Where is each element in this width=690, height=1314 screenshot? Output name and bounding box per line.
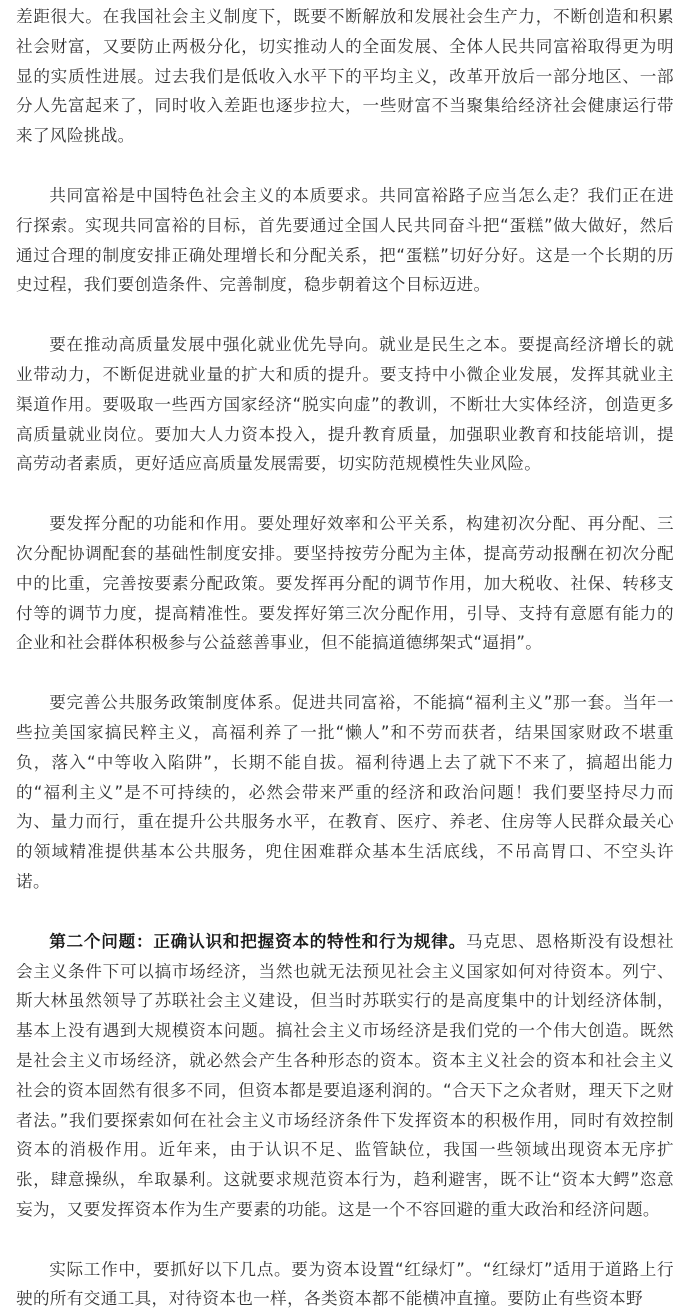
paragraph-4: 要发挥分配的功能和作用。要处理好效率和公平关系，构建初次分配、再分配、三次分配协调配套的基础性制度安排。要坚持按劳分配为主体，提高劳动报酬在初次分配中的比重，完善按要素分配政策。要发挥再分配的调节作用，加大税收、社保、转移支付等的调节力度，提高精准性。要发挥好第三次分配作用，引导、支持有意愿有能力的企业和社会群体积极参与公益慈善事业，但不能搞道德绑架式“逼捐”。 [16,514,674,653]
paragraph-5: 要完善公共服务政策制度体系。促进共同富裕，不能搞“福利主义”那一套。当年一些拉美国家搞民粹主义，高福利养了一批“懒人”和不劳而获者，结果国家财政不堪重负，落入“中等收入陷阱”，长期不能自拔。福利待遇上去了就下不来了，搞超出能力的“福利主义”是不可持续的，必然会带来严重的经济和政治问题！我们要坚持尽力而为、量力而行，重在提升公共服务水平，在教育、医疗、养老、住房等人民群众最关心的领域精准提供基本公共服务，兜住困难群众基本生活底线，不吊高胃口、不空头许诺。 [16,693,674,891]
paragraph-6-text: 马克思、恩格斯没有设想社会主义条件下可以搞市场经济，当然也就无法预见社会主义国家如何对待资本。列宁、斯大林虽然领导了苏联社会主义建设，但当时苏联实行的是高度集中的计划经济体制，基本上没有遇到大规模资本问题。搞社会主义市场经济是我们党的一个伟大创造。既然是社会主义市场经济，就必然会产生各种形态的资本。资本主义社会的资本和社会主义社会的资本固然有很多不同，但资本都是要追逐利润的。“合天下之众者财，理天下之财者法。”我们要探索如何在社会主义市场经济条件下发挥资本的积极作用，同时有效控制资本的消极作用。近年来，由于认识不足、监管缺位，我国一些领域出现资本无序扩张，肆意操纵，牟取暴利。这就要求规范资本行为，趋利避害，既不让“资本大鳄”恣意妄为，又要发挥资本作为生产要素的功能。这是一个不容回避的重大政治和经济问题。 [16,931,675,1219]
section-heading-inline: 第二个问题：正确认识和把握资本的特性和行为规律。 [49,931,467,951]
paragraph-1: 差距很大。在我国社会主义制度下，既要不断解放和发展社会生产力，不断创造和积累社会财富，又要防止两极分化，切实推动人的全面发展、全体人民共同富裕取得更为明显的实质性进展。过去我们是低收入水平下的平均主义，改革开放后一部分地区、一部分人先富起来了，同时收入差距也逐步拉大，一些财富不当聚集给经济社会健康运行带来了风险挑战。 [16,7,674,146]
paragraph-7: 实际工作中，要抓好以下几点。要为资本设置“红绿灯”。“红绿灯”适用于道路上行驶的所有交通工具，对待资本也一样，各类资本都不能横冲直撞。要防止有些资本野 [16,1259,674,1309]
paragraph-6 [16,927,674,1225]
paragraph-3: 要在推动高质量发展中强化就业优先导向。就业是民生之本。要提高经济增长的就业带动力，不断促进就业量的扩大和质的提升。要支持中小微企业发展，发挥其就业主渠道作用。要吸取一些西方国家经济“脱实向虚”的教训，不断壮大实体经济，创造更多高质量就业岗位。要加大人力资本投入，提升教育质量，加强职业教育和技能培训，提高劳动者素质，更好适应高质量发展需要，切实防范规模性失业风险。 [16,335,674,474]
paragraph-2: 共同富裕是中国特色社会主义的本质要求。共同富裕路子应当怎么走？我们正在进行探索。实现共同富裕的目标，首先要通过全国人民共同奋斗把“蛋糕”做大做好，然后通过合理的制度安排正确处理增长和分配关系，把“蛋糕”切好分好。这是一个长期的历史过程，我们要创造条件、完善制度，稳步朝着这个目标迈进。 [16,185,674,295]
